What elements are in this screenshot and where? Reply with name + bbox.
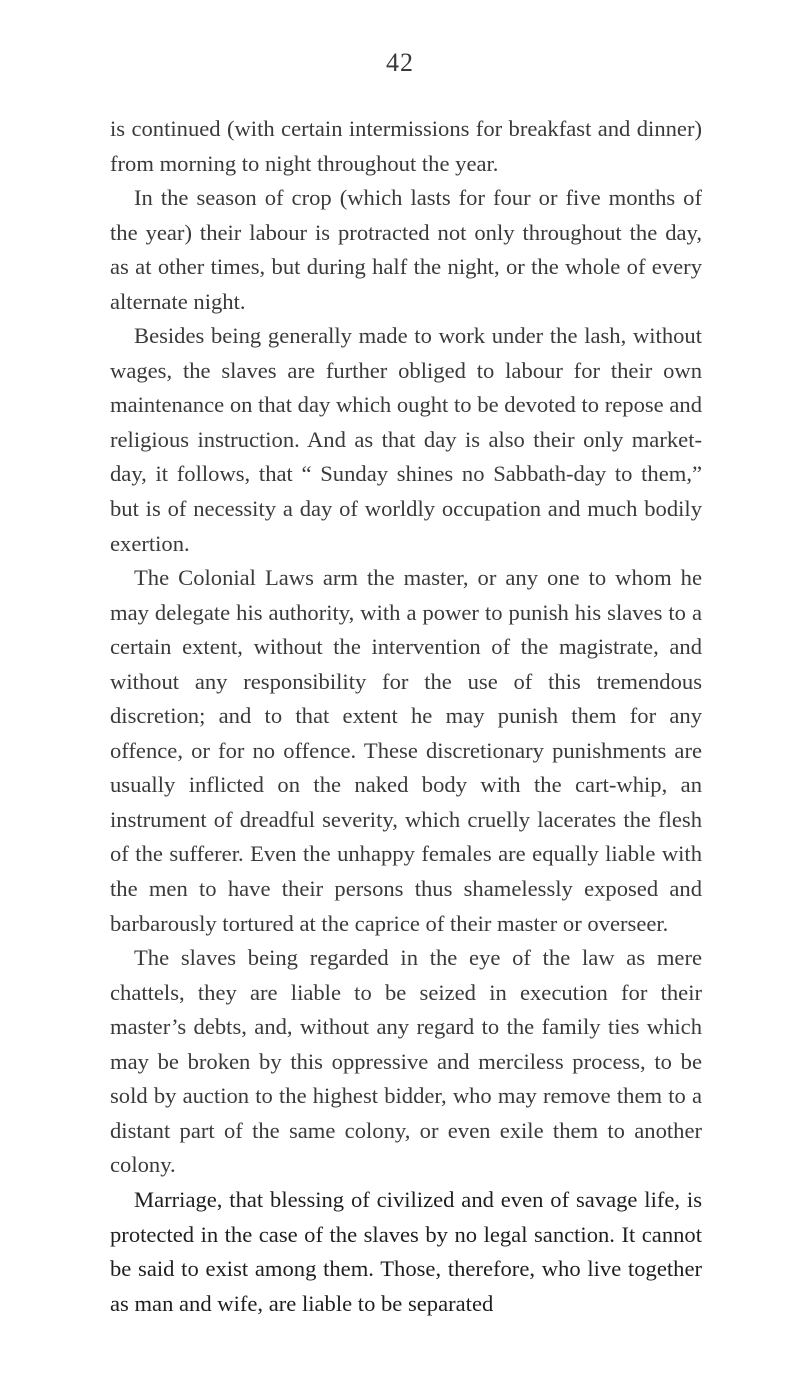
paragraph-continued: is continued (with certain intermissions for breakfast and dinner) from morning to night throughout the year. bbox=[110, 116, 702, 176]
paragraph-crop-season: In the season of crop (which lasts for four or five months of the year) their labour is protracted not only throughout the day, as at other times, but during half the night, or the whole of every alternate night. bbox=[110, 185, 702, 314]
paragraph-colonial-laws: The Colonial Laws arm the master, or any one to whom he may delegate his authority, with a power to punish his slaves to a certain extent, without the intervention of the magistrate, and without any responsibility for the use of this tremendous discretion; and to that extent he may punish them for any offence, or for no offence. These discretionary punishments are usually inflicted on the naked body with the cart-whip, an instrument of dreadful severity, which cruelly lacerates the flesh of the sufferer. Even the unhappy females are equally liable with the men to have their persons thus shamelessly exposed and barbarously tortured at the caprice of their master or overseer. bbox=[110, 565, 702, 936]
body-text bbox=[110, 112, 702, 1321]
page-number: 42 bbox=[386, 48, 414, 77]
paragraph-chattels: The slaves being regarded in the eye of the law as mere chattels, they are liable to be seized in execution for their master’s debts, and, without any regard to the family ties which may be broken by this oppressive and merciless process, to be sold by auction to the highest bidder, who may remove them to a distant part of the same colony, or even exile them to another colony. bbox=[110, 945, 702, 1178]
paragraph-sunday-labour: Besides being generally made to work under the lash, without wages, the slaves are further obliged to labour for their own maintenance on that day which ought to be devoted to repose and religious instruction. And as that day is also their only market-day, it follows, that “ Sunday shines no Sabbath-day to them,” but is of necessity a day of worldly occupation and much bodily exertion. bbox=[110, 323, 702, 556]
paragraph-marriage: Marriage, that blessing of civilized and even of savage life, is protected in the case of the slaves by no legal sanction. It cannot be said to exist among them. Those, therefore, who live together as man and wife, are liable to be separated bbox=[110, 1186, 702, 1316]
